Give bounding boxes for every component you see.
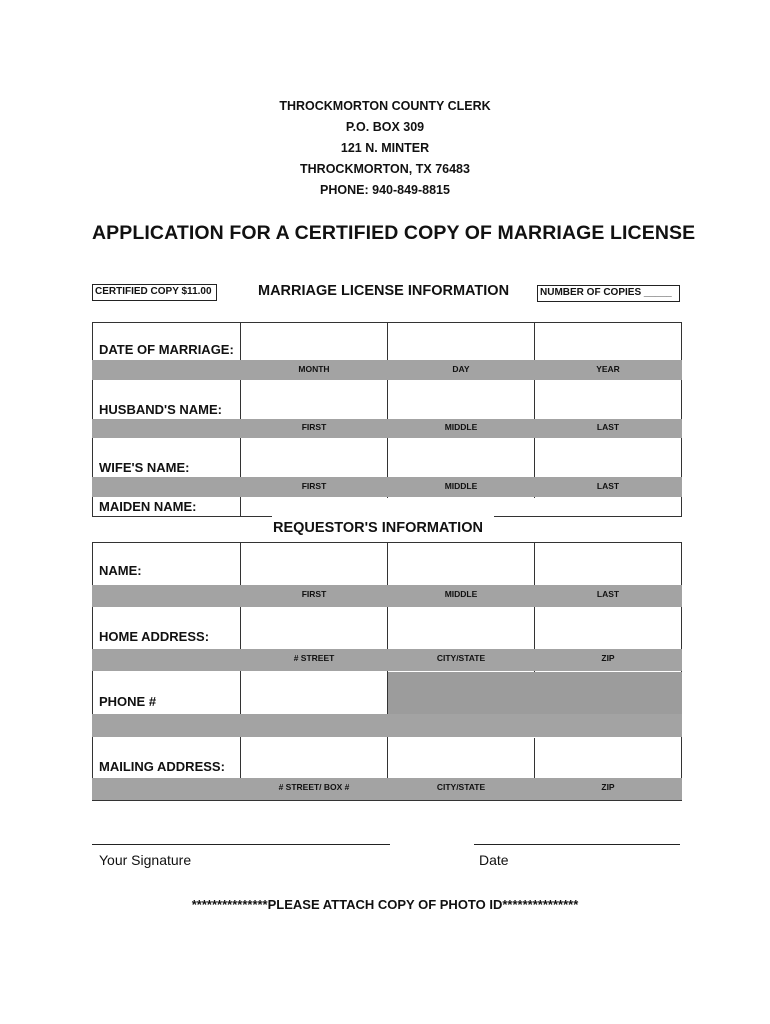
gray-band: [92, 714, 682, 737]
wife-first-input[interactable]: [241, 439, 387, 477]
month-sublabel: MONTH: [298, 364, 330, 374]
city-state-sublabel: CITY/STATE: [436, 782, 486, 792]
middle-sublabel: MIDDLE: [444, 422, 478, 432]
husband-last-input[interactable]: [535, 381, 681, 419]
wife-last-input[interactable]: [535, 439, 681, 477]
street-sublabel: # STREET: [293, 653, 335, 663]
home-street-input[interactable]: [241, 608, 387, 649]
marriage-section-title: MARRIAGE LICENSE INFORMATION: [258, 283, 510, 299]
clerk-phone: PHONE: 940-849-8815: [320, 183, 450, 197]
phone-input[interactable]: [241, 672, 387, 714]
requestor-section-title: REQUESTOR'S INFORMATION: [273, 520, 483, 536]
mailing-street-input[interactable]: [241, 738, 387, 778]
middle-sublabel: MIDDLE: [444, 589, 478, 599]
year-sublabel: YEAR: [596, 364, 620, 374]
marriage-day-input[interactable]: [388, 323, 534, 360]
zip-sublabel: ZIP: [601, 653, 615, 663]
requestor-first-input[interactable]: [241, 543, 387, 585]
certified-copy-fee: CERTIFIED COPY $11.00: [92, 284, 217, 301]
photo-id-notice: ***************PLEASE ATTACH COPY OF PHOTO ID***************: [191, 897, 579, 912]
signature-line[interactable]: [92, 844, 390, 845]
first-sublabel: FIRST: [301, 481, 327, 491]
last-sublabel: LAST: [596, 481, 620, 491]
phone-label: PHONE #: [99, 694, 157, 709]
mailing-city-state-input[interactable]: [388, 738, 534, 778]
table-border: [681, 542, 682, 800]
last-sublabel: LAST: [596, 589, 620, 599]
day-sublabel: DAY: [452, 364, 470, 374]
maiden-name-input[interactable]: [241, 498, 681, 516]
clerk-name: THROCKMORTON COUNTY CLERK: [279, 99, 491, 113]
wifes-name-label: WIFE'S NAME:: [99, 460, 190, 475]
requestor-middle-input[interactable]: [388, 543, 534, 585]
table-border: [92, 516, 272, 517]
mailing-address-label: MAILING ADDRESS:: [99, 759, 225, 774]
last-sublabel: LAST: [596, 422, 620, 432]
husband-first-input[interactable]: [241, 381, 387, 419]
clerk-street: 121 N. MINTER: [340, 141, 430, 155]
marriage-year-input[interactable]: [535, 323, 681, 360]
husband-middle-input[interactable]: [388, 381, 534, 419]
zip-sublabel: ZIP: [601, 782, 615, 792]
date-of-marriage-label: DATE OF MARRIAGE:: [99, 342, 234, 357]
maiden-name-label: MAIDEN NAME:: [99, 499, 197, 514]
middle-sublabel: MIDDLE: [444, 481, 478, 491]
first-sublabel: FIRST: [301, 422, 327, 432]
table-border: [92, 800, 682, 801]
date-line[interactable]: [474, 844, 680, 845]
home-city-state-input[interactable]: [388, 608, 534, 649]
mailing-zip-input[interactable]: [535, 738, 681, 778]
first-sublabel: FIRST: [301, 589, 327, 599]
date-label: Date: [479, 852, 509, 868]
number-of-copies-field[interactable]: NUMBER OF COPIES _____: [537, 285, 680, 302]
table-border: [92, 542, 93, 800]
form-title: APPLICATION FOR A CERTIFIED COPY OF MARRIAGE LICENSE: [92, 222, 696, 244]
signature-label: Your Signature: [99, 852, 192, 868]
home-address-label: HOME ADDRESS:: [99, 629, 210, 644]
home-zip-input[interactable]: [535, 608, 681, 649]
city-state-sublabel: CITY/STATE: [436, 653, 486, 663]
requestor-name-label: NAME:: [99, 563, 142, 578]
street-box-sublabel: # STREET/ BOX #: [278, 782, 350, 792]
wife-middle-input[interactable]: [388, 439, 534, 477]
clerk-city: THROCKMORTON, TX 76483: [300, 162, 470, 176]
clerk-po-box: P.O. BOX 309: [345, 120, 425, 134]
table-border: [494, 516, 682, 517]
blocked-area: [388, 672, 682, 714]
requestor-last-input[interactable]: [535, 543, 681, 585]
marriage-month-input[interactable]: [241, 323, 387, 360]
husbands-name-label: HUSBAND'S NAME:: [99, 402, 222, 417]
